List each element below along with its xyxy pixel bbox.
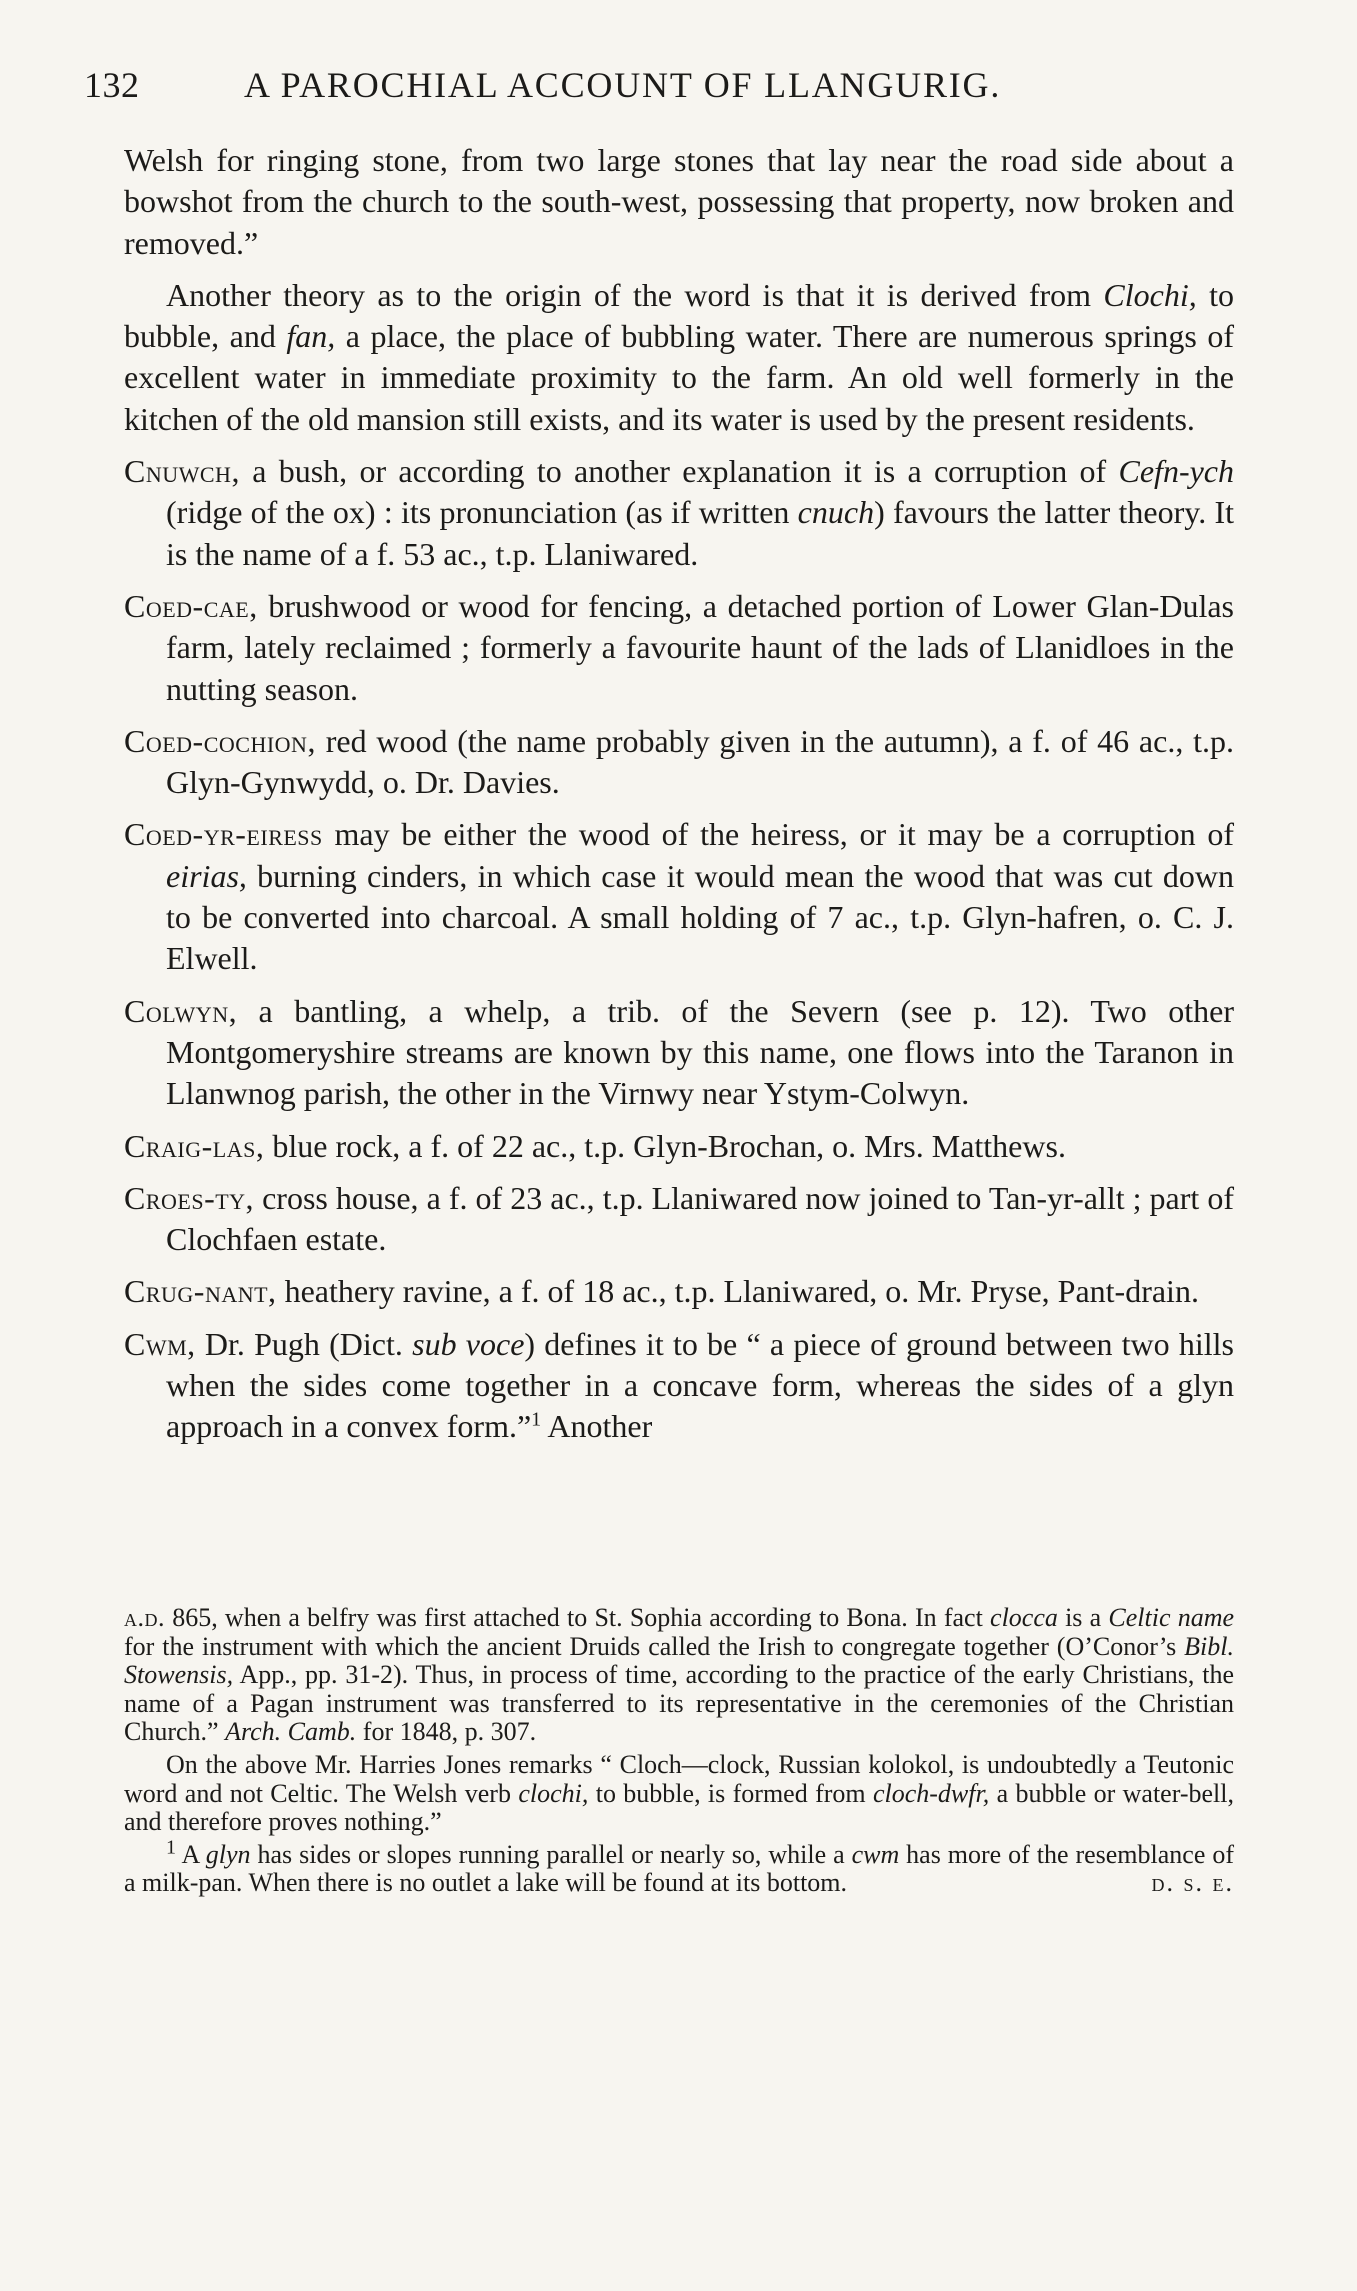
entry-craig-las: Craig-las, blue rock, a f. of 22 ac., t.p. Glyn-Brochan, o. Mrs. Matthews. — [124, 1127, 1066, 1164]
footnote-ref: 1 — [531, 1408, 542, 1431]
running-header — [84, 64, 1234, 106]
main-text — [124, 140, 1234, 1459]
entry-croes-ty: Croes-ty, cross house, a f. of 23 ac., t.p. Llaniwared now joined to Tan-yr-allt ; part of Clochfaen estate. — [124, 1179, 1234, 1258]
footnote-1: $^1$ A glyn has sides or slopes running parallel or nearly so, while a cwm has more of the resemblance of a milk-pan. When there is no outlet a lake will be found at its bottom. d. s. e. — [124, 1836, 1234, 1898]
paragraph-another-theory: Another theory as to the origin of the word is that it is derived from Clochi, to bubble, and fan, a place, the place of bubbling water. There are numerous springs of excellent water in immediate proximity to the farm. An old well formerly in the kitchen of the old mansion still exists, and its water is used by the present residents. — [124, 276, 1235, 437]
entry-coed-yr-eiress: Coed-yr-eiress may be either the wood of the heiress, or it may be a corruption of eirias, burning cinders, in which case it would mean the wood that was cut down to be converted into charcoal. A small holding of 7 ac., t.p. Glyn-hafren, o. C. J. Elwell. — [124, 816, 1234, 977]
entry-head: Cnuwch, — [124, 453, 240, 490]
entry-head: Craig-las, — [124, 1127, 265, 1164]
entry-head: Colwyn, — [124, 992, 238, 1029]
page-number: 132 — [84, 65, 140, 105]
entry-colwyn: Colwyn, a bantling, a whelp, a trib. of the Severn (see p. 12). Two other Montgomeryshire streams are known by this name, one flows into the Taranon in Llanwnog parish, the other in the Virnwy near Ystym-Colwyn. — [124, 992, 1234, 1112]
entry-cnuwch: Cnuwch, a bush, or according to another explanation it is a corruption of Cefn-ych (ridge of the ox) : its pronunciation (as if written cnuch) favours the latter theory. It is the name of a f. 53 ac., t.p. Llaniwared. — [124, 453, 1234, 572]
entry-cwm: Cwm, Dr. Pugh (Dict. sub voce) defines it to be “ a piece of ground between two hills when the sides come together in a concave form, whereas the sides of a glyn approach in a convex form.”$^1$ Another — [124, 1325, 1235, 1445]
entry-crug-nant: Crug-nant, heathery ravine, a f. of 18 ac., t.p. Llaniwared, o. Mr. Pryse, Pant-drain. — [124, 1273, 1199, 1310]
footnote-marker: 1 — [166, 1836, 176, 1859]
entry-head: Crug-nant, — [124, 1273, 277, 1310]
entry-coed-cochion: Coed-cochion, red wood (the name probably given in the autumn), a f. of 46 ac., t.p. Glyn-Gynwydd, o. Dr. Davies. — [124, 722, 1234, 801]
entry-head: Cwm, — [124, 1325, 196, 1362]
footnote-signature: d. s. e. — [1151, 1868, 1234, 1898]
running-title: A PAROCHIAL ACCOUNT OF LLANGURIG. — [244, 65, 1002, 105]
entry-head: Coed-cochion, — [124, 722, 316, 759]
footnotes — [124, 1604, 1234, 1902]
entry-coed-cae: Coed-cae, brushwood or wood for fencing, a detached portion of Lower Glan-Dulas farm, lately reclaimed ; formerly a favourite haunt of the lads of Llanidloes in the nutting season. — [124, 587, 1234, 707]
paragraph-continued: Welsh for ringing stone, from two large stones that lay near the road side about a bowshot from the church to the south-west, possessing that property, now broken and removed.” — [124, 142, 1234, 261]
entry-head: Coed-cae, — [124, 587, 258, 624]
entry-head: Croes-ty, — [124, 1179, 255, 1216]
footnote-continued: a.d. 865, when a belfry was first attached to St. Sophia according to Bona. In fact clocca is a Celtic name for the instrument with which the ancient Druids called the Irish to congregate together (O’Conor’s Bibl. Stowensis, App., pp. 31-2). Thus, in process of time, according to the practice of the early Christians, the name of a Pagan instrument was transferred to its representative in the ceremonies of the Christian Church.” Arch. Camb. for 1848, p. 307. — [124, 1603, 1235, 1747]
entry-head: Coed-yr-eiress — [124, 816, 323, 853]
footnote-harries-jones: On the above Mr. Harries Jones remarks “ Cloch—clock, Russian kolokol, is undoubtedly a Teutonic word and not Celtic. The Welsh verb clochi, to bubble, is formed from cloch-dwfr, a bubble or water-bell, and therefore proves nothing.” — [124, 1749, 1234, 1837]
